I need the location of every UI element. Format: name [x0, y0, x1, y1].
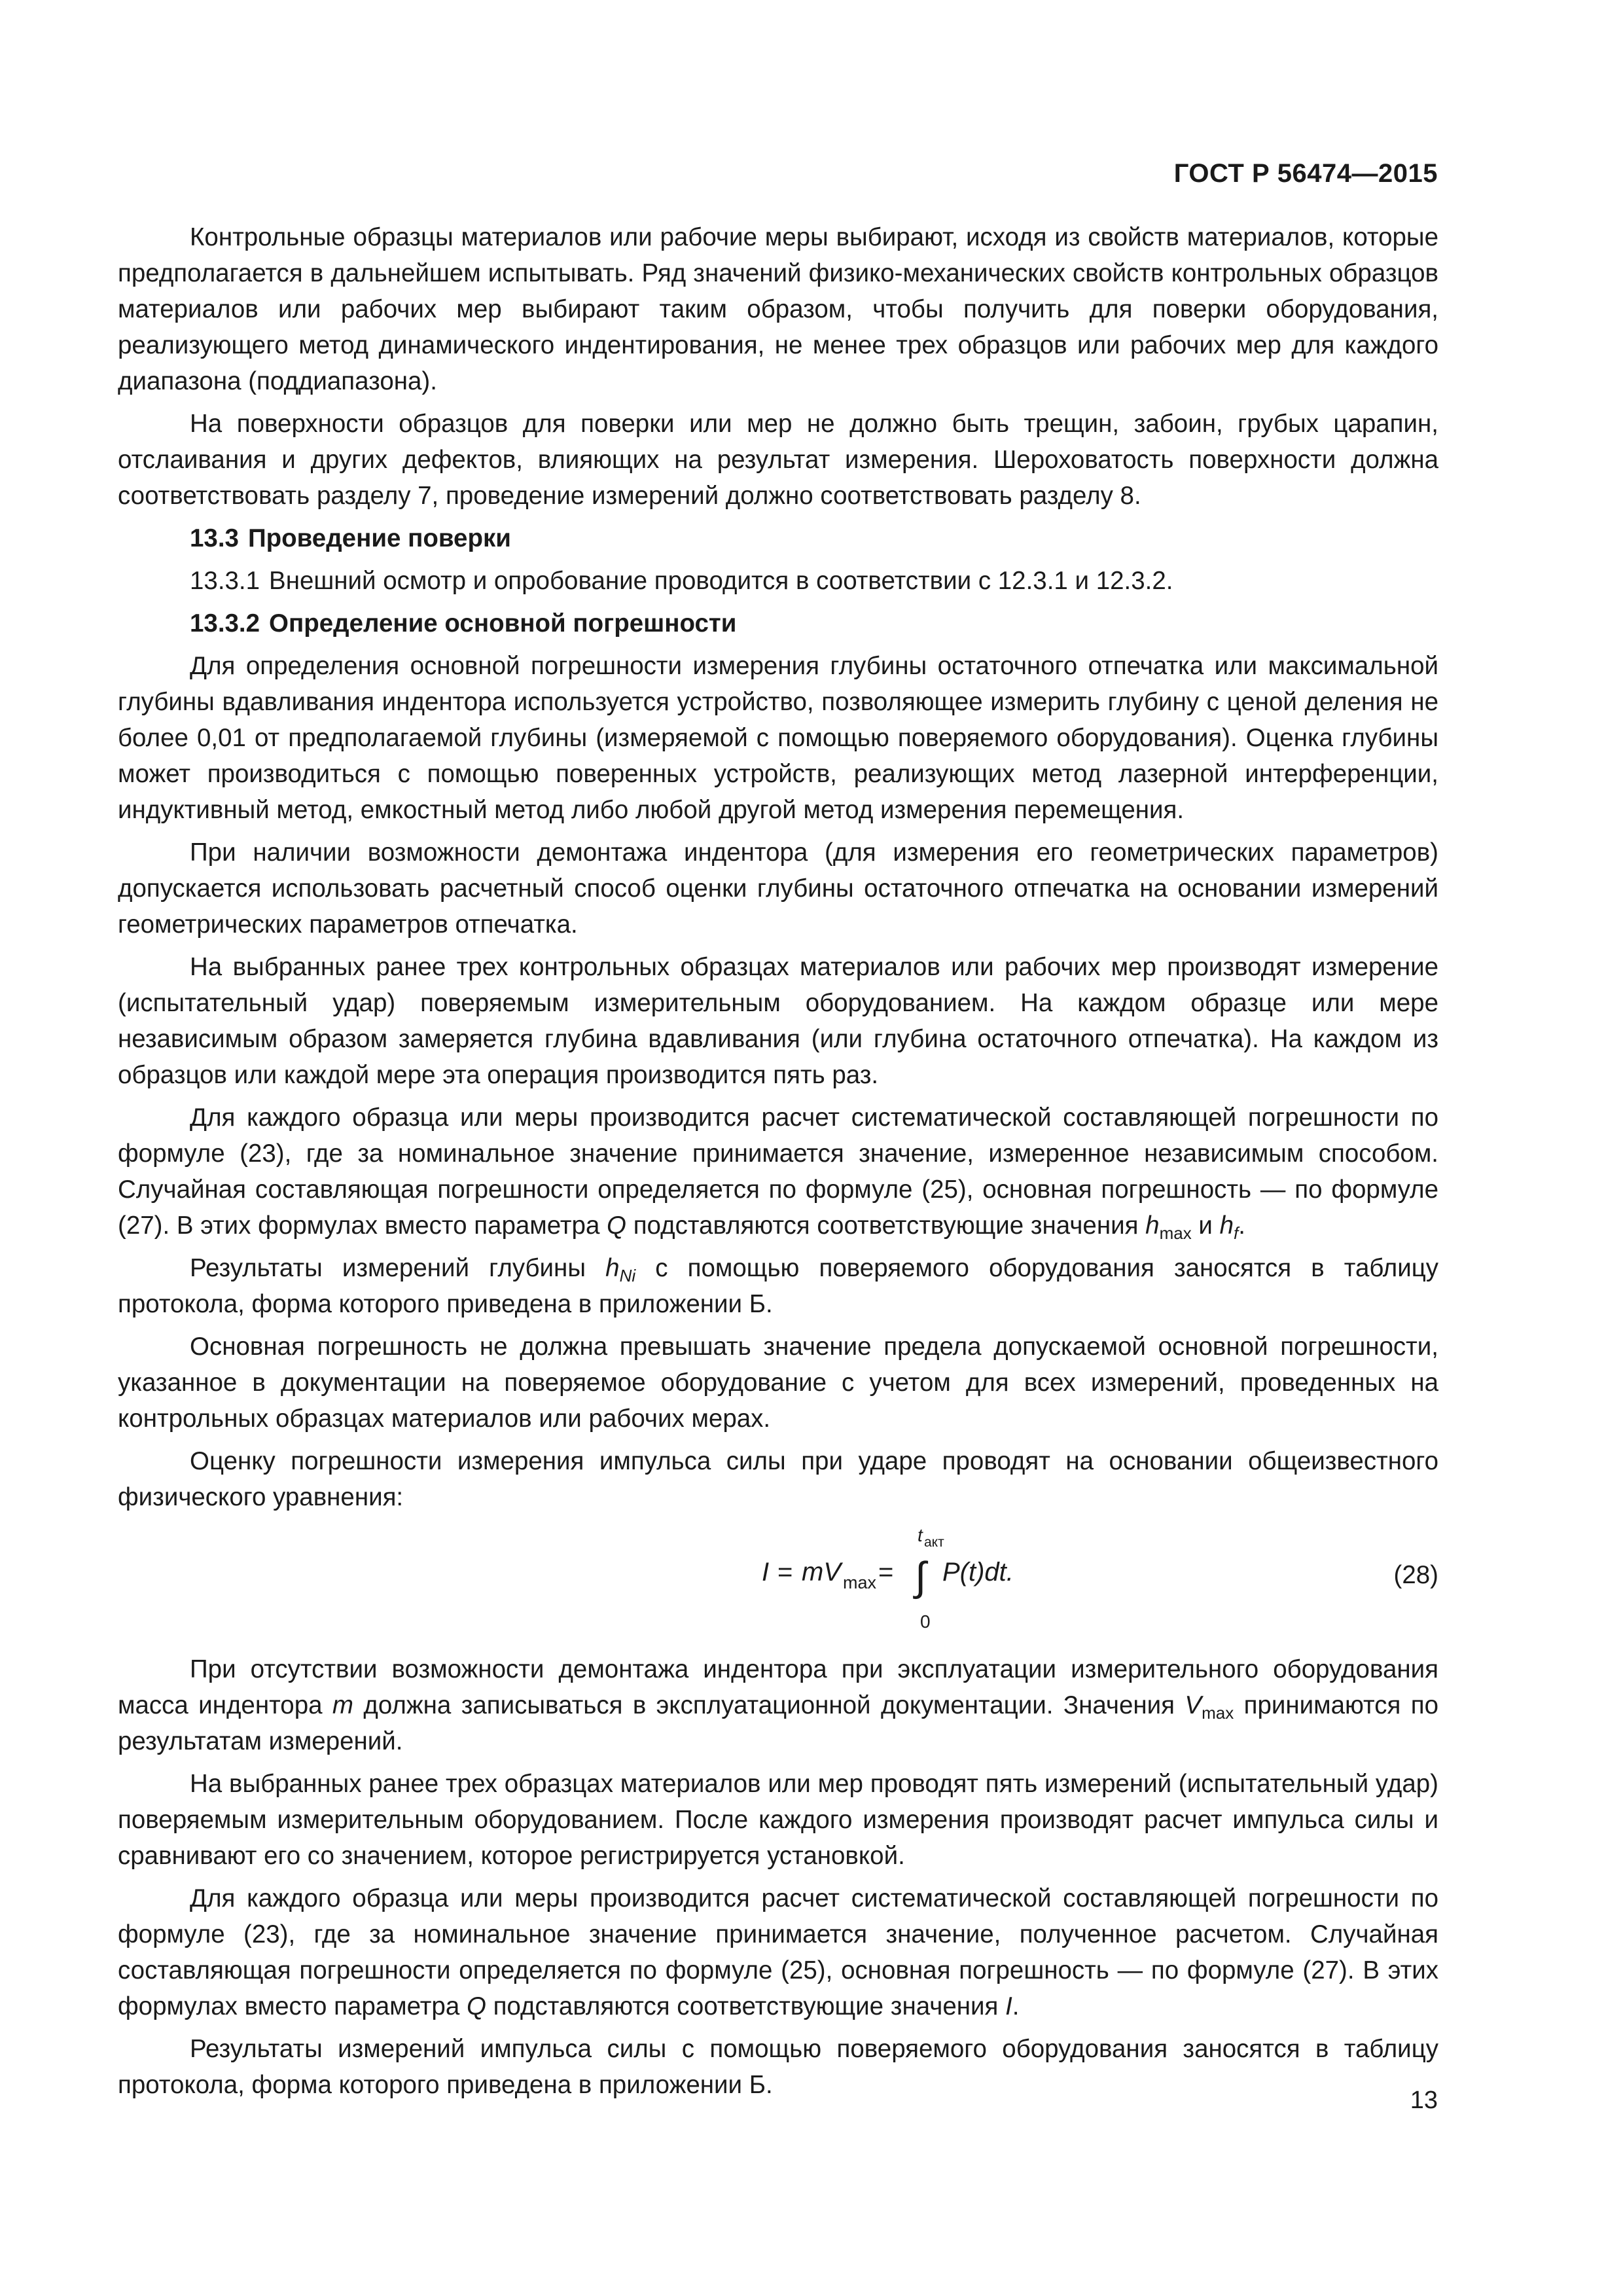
paragraph-indenter-dismounting: При наличии возможности демонтажа индентора (для измерения его геометрических параметров) допускается использовать расчетный способ оценки глубины остаточного отпечатка на основании измерений геометрических параметров отпечатка. — [118, 838, 1438, 939]
formula-equals: = — [777, 1558, 793, 1587]
page-number: 13 — [1410, 2087, 1438, 2114]
variable-q: Q — [466, 1992, 486, 2020]
formula-equals-2: = — [878, 1558, 894, 1587]
formula-mv: mV — [802, 1558, 841, 1587]
paragraph-test-impact: На выбранных ранее трех контрольных образцах материалов или рабочих мер производят измерение (испытательный удар) поверяемым измерительным оборудованием. На каждом образце или мере независимым образом замеряется глубина вдавливания (или глубина остаточного отпечатка). На каждом из образцов или каждой мере эта операция производится пять раз. — [118, 953, 1438, 1089]
section-number: 13.3.1 — [190, 567, 260, 595]
paragraph-depth-results: Результаты измерений глубины $h_{Ni}$ с помощью поверяемого оборудования заносятся в таблицу протокола, форма которого приведена в приложении Б. — [118, 1254, 1439, 1318]
paragraph-systematic-error-depth: Для каждого образца или меры производится расчет систематической составляющей погрешности по формуле (23), где за номинальное значение принимается значение, измеренное независимым способом. Случайная составляющая погрешности определяется по формуле (25), основная погрешность — по формуле (27). В этих формулах вместо параметра Q подставляются соответствующие значения $h_{max}$ и $h_f$. — [118, 1103, 1438, 1243]
variable-h-max: h — [1145, 1211, 1160, 1240]
paragraph-impulse-intro: Оценку погрешности измерения импульса силы при ударе проводят на основании общеизвестного физического уравнения: — [118, 1447, 1438, 1511]
formula-upper-limit: t — [918, 1525, 923, 1545]
document-id: ГОСТ Р 56474—2015 — [1173, 159, 1438, 188]
paragraph-depth-measurement: Для определения основной погрешности измерения глубины остаточного отпечатка или максимальной глубины вдавливания индентора используется устройство, позволяющее измерить глубину с ценой деления не более 0,01 от предполагаемой глубины (измеряемой с помощью поверяемого оборудования). Оценка глубины может производиться с помощью поверенных устройств, реализующих метод лазерной интерференции, индуктивный метод, емкостный метод либо любой другой метод измерения перемещения. — [118, 652, 1438, 824]
paragraph-error-limit: Основная погрешность не должна превышать значение предела допускаемой основной погрешности, указанное в документации на поверяемое оборудование с учетом для всех измерений, проведенных на контрольных образцах материалов или рабочих мерах. — [118, 1333, 1438, 1433]
paragraph-surface-requirements: На поверхности образцов для поверки или мер не должно быть трещин, забоин, грубых царапин, отслаивания и других дефектов, влияющих на результат измерения. Шероховатость поверхности должна соответствовать разделу 7, проведение измерений должно соответствовать разделу 8. — [118, 410, 1438, 510]
formula-upper-limit-sub: акт — [924, 1535, 944, 1550]
section-heading-13-3 — [118, 520, 1438, 556]
paragraph-systematic-error-impulse: Для каждого образца или меры производится расчет систематической составляющей погрешности по формуле (23), где за номинальное значение принимается значение, полученное расчетом. Случайная составляющая погрешности определяется по формуле (25), основная погрешность — по формуле (27). В этих формулах вместо параметра Q подставляются соответствующие значения I. — [118, 1884, 1438, 2020]
formula-28 — [118, 1522, 1438, 1640]
variable-h-f: h — [1219, 1211, 1234, 1240]
paragraph-impulse-results: Результаты измерений импульса силы с помощью поверяемого оборудования заносятся в таблицу протокола, форма которого приведена в приложении Б. — [118, 2035, 1438, 2099]
variable-q: Q — [607, 1211, 626, 1240]
section-heading-13-3-2 — [118, 605, 1438, 641]
variable-i: I — [1005, 1992, 1012, 2020]
formula-number: (28) — [1393, 1561, 1438, 1589]
section-number: 13.3.2 — [190, 609, 260, 637]
variable-m: m — [332, 1691, 353, 1719]
formula-mv-sub: max — [843, 1573, 877, 1592]
variable-v-max: V — [1185, 1691, 1202, 1719]
section-title: Проведение поверки — [247, 524, 511, 552]
paragraph-indenter-mass: При отсутствии возможности демонтажа индентора при эксплуатации измерительного оборудования масса индентора m должна записываться в эксплуатационной документации. Значения $V_{max}$ принимаются по результатам измерений. — [118, 1655, 1438, 1755]
section-13-3-1 — [118, 563, 1438, 599]
impulse-formula — [622, 1522, 1145, 1640]
formula-lower-limit: 0 — [920, 1611, 931, 1632]
page-content — [118, 219, 1438, 2109]
formula-lhs: I — [762, 1558, 770, 1587]
paragraph-reference-samples: Контрольные образцы материалов или рабочие меры выбирают, исходя из свойств материалов, которые предполагается в дальнейшем испытывать. Ряд значений физико-механических свойств контрольных образцов материалов или рабочих мер выбирают таким образом, чтобы получить для поверки оборудования, реализующего метод динамического индентирования, не менее трех образцов или рабочих мер для каждого диапазона (поддиапазона). — [118, 223, 1438, 395]
paragraph-impulse-measurements: На выбранных ранее трех образцах материалов или мер проводят пять измерений (испытательный удар) поверяемым измерительным оборудованием. После каждого измерения производят расчет импульса силы и сравнивают его со значением, которое регистрируется установкой. — [118, 1770, 1438, 1870]
integral-sign-icon: ∫ — [915, 1554, 926, 1600]
section-text: Внешний осмотр и опробование проводится в соответствии с 12.3.1 и 12.3.2. — [269, 567, 1173, 595]
section-title: Определение основной погрешности — [269, 609, 737, 637]
formula-integrand: P(t)dt. — [942, 1558, 1014, 1587]
section-number: 13.3 — [190, 524, 239, 552]
variable-h-ni: h — [605, 1254, 620, 1282]
